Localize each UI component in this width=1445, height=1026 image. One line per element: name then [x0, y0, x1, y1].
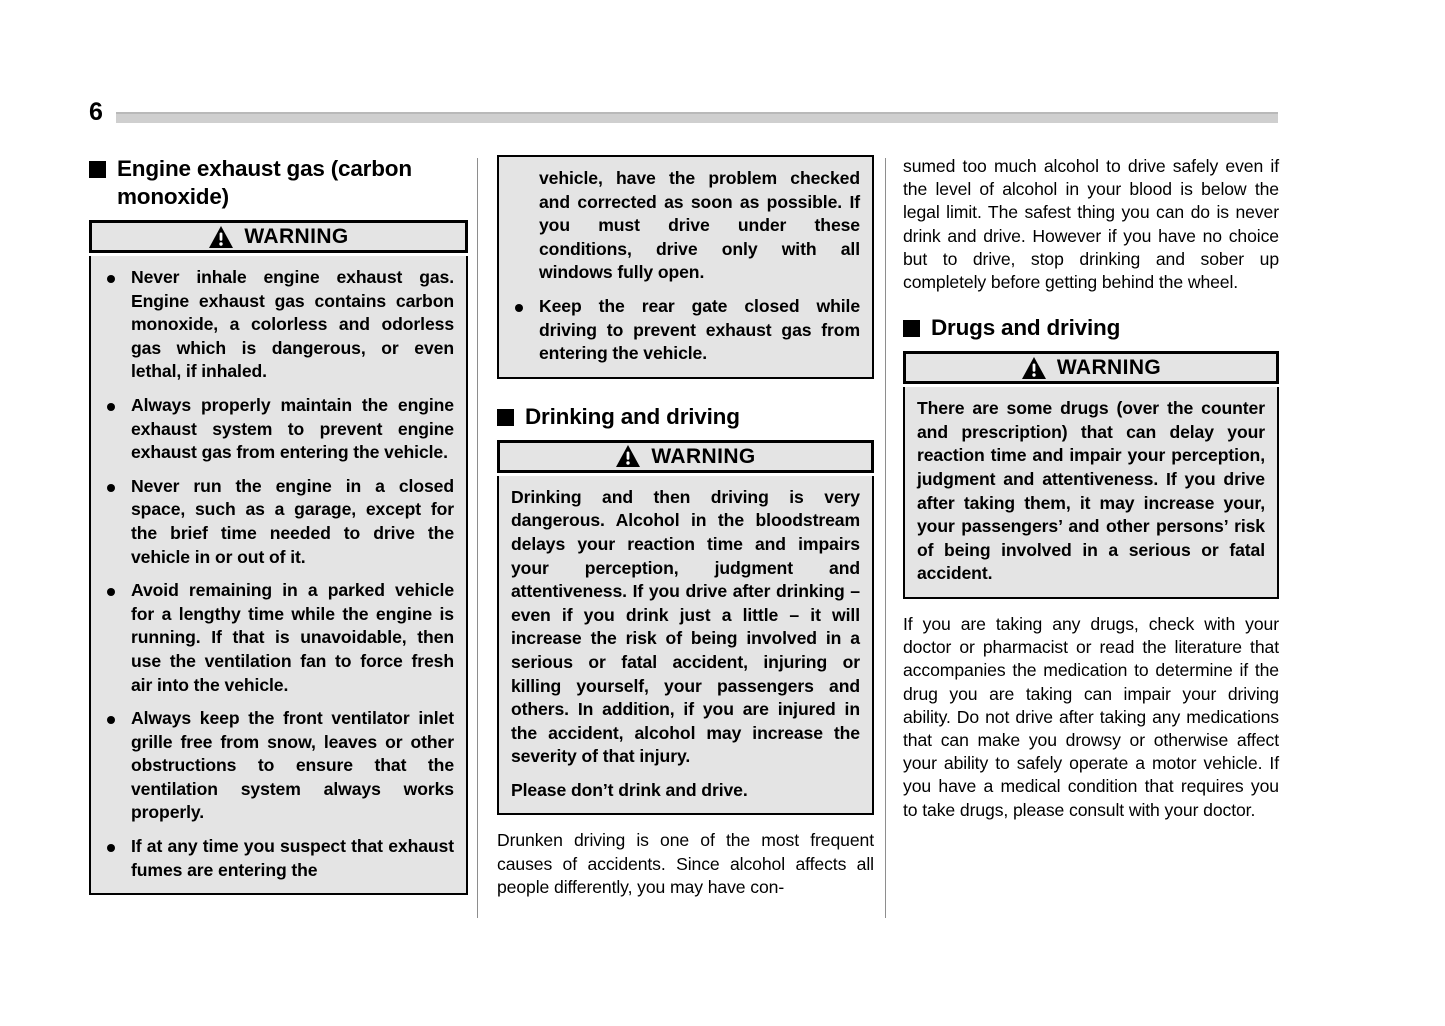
body-paragraph-drugs-advice: If you are taking any drugs, check with your doctor or pharmacist or read the literature that accompanies the medication to determine if the drug you are taking can impair your driving ability. Do not drive after taking any medications that can make you drowsy or otherwise affect your ability to safely operate a motor vehicle. If you have a medical condition that requires you to take drugs, please consult with your doctor. [903, 613, 1279, 820]
warning-continuation-text: vehicle, have the problem checked and corrected as soon as possible. If you must drive under these conditions, drive only with all windows fully open. [539, 168, 860, 283]
warning-body-continued-engine-exhaust [497, 155, 874, 379]
column-1 [89, 155, 468, 895]
warning-list-item [511, 295, 860, 366]
warning-triangle-icon [615, 444, 641, 468]
section-heading-engine-exhaust-gas [89, 155, 468, 211]
section-heading-label: Engine exhaust gas (carbon monoxide) [117, 156, 412, 209]
warning-list-item-text: Never inhale engine exhaust gas. Engine exhaust gas contains carbon monoxide, a colorless and odorless gas which is dangerous, or even lethal, if inhaled. [131, 267, 454, 382]
warning-header-label: WARNING [244, 225, 349, 248]
spacer [903, 294, 1279, 314]
column-3 [903, 155, 1279, 822]
warning-list-item-text: Keep the rear gate closed while driving to prevent exhaust gas from entering the vehicle. [539, 295, 860, 364]
warning-body-drinking [497, 476, 874, 816]
square-bullet-icon [497, 409, 514, 426]
warning-list-item [103, 835, 454, 882]
warning-list-item [103, 707, 454, 825]
round-bullet-icon [107, 275, 115, 283]
body-paragraph-drunken-driving: Drunken driving is one of the most frequent causes of accidents. Since alcohol affects all people differently, you may have con- [497, 830, 874, 897]
round-bullet-icon [107, 588, 115, 596]
warning-list-item [103, 579, 454, 697]
round-bullet-icon [515, 304, 523, 312]
warning-header-label: WARNING [651, 444, 756, 468]
warning-paragraph: Please don’t drink and drive. [511, 779, 748, 800]
warning-body-drugs [903, 387, 1279, 599]
spacer [903, 599, 1279, 613]
warning-header-label: WARNING [1056, 356, 1162, 380]
round-bullet-icon [107, 484, 115, 492]
round-bullet-icon [107, 716, 115, 724]
round-bullet-icon [107, 403, 115, 411]
warning-list-item-text: Always keep the front ventilator inlet grille free from snow, leaves or other obstructions to ensure that the ventilation system always works properly. [131, 708, 454, 823]
warning-body-engine-exhaust [89, 256, 468, 895]
warning-header-drugs [903, 351, 1279, 384]
warning-triangle-icon [1021, 356, 1047, 380]
column-2 [497, 155, 874, 899]
warning-header-engine-exhaust [89, 220, 468, 253]
spacer [497, 379, 874, 403]
warning-list-item-text: If at any time you suspect that exhaust fumes are entering the [131, 836, 454, 880]
warning-list-item-text: Never run the engine in a closed space, such as a garage, except for the brief time needed to drive the vehicle in or out of it. [131, 475, 454, 567]
warning-bullet-list-continued [511, 167, 860, 366]
warning-header-drinking [497, 440, 874, 473]
page-number: 6 [89, 98, 103, 126]
warning-list-item-text: Always properly maintain the engine exhaust system to prevent engine exhaust gas from entering the vehicle. [131, 394, 454, 463]
warning-list-item [103, 394, 454, 465]
warning-list-item [103, 475, 454, 569]
spacer [497, 815, 874, 829]
warning-triangle-icon [208, 225, 234, 249]
warning-list-item [103, 266, 454, 384]
warning-paragraph: There are some drugs (over the counter and prescription) that can delay your reaction time and impair your perception, judgment and attentiveness. If you drive after taking them, it may increase your, your passengers’ and other persons’ risk of being involved in a serious or fatal accident. [917, 398, 1265, 584]
round-bullet-icon [107, 844, 115, 852]
warning-list-item-continuation [511, 167, 860, 285]
section-heading-drinking-and-driving [497, 403, 874, 431]
warning-list-item-text: Avoid remaining in a parked vehicle for a lengthy time while the engine is running. If that is unavoidable, then use the ventilation fan to force fresh air into the vehicle. [131, 580, 454, 695]
warning-paragraph: Drinking and then driving is very dangerous. Alcohol in the bloodstream delays your reaction time and impairs your perception, judgment and attentiveness. If you drive after drinking – even if you drink just a little – it will increase the risk of being involved in a serious or fatal accident, injuring or killing yourself, your passengers and others. In addition, if you are injured in the accident, alcohol may increase the severity of that injury. [511, 486, 860, 767]
square-bullet-icon [903, 320, 920, 337]
section-heading-label: Drugs and driving [931, 315, 1121, 341]
warning-bullet-list [103, 266, 454, 882]
section-heading-drugs-and-driving [903, 314, 1279, 342]
square-bullet-icon [89, 161, 106, 178]
section-heading-label: Drinking and driving [525, 403, 740, 429]
body-paragraph-alcohol-continued: sumed too much alcohol to drive safely even if the level of alcohol in your blood is below the legal limit. The safest thing you can do is never drink and drive. However if you have no choice but to drive, stop drinking and sober up completely before getting behind the wheel. [903, 156, 1279, 293]
